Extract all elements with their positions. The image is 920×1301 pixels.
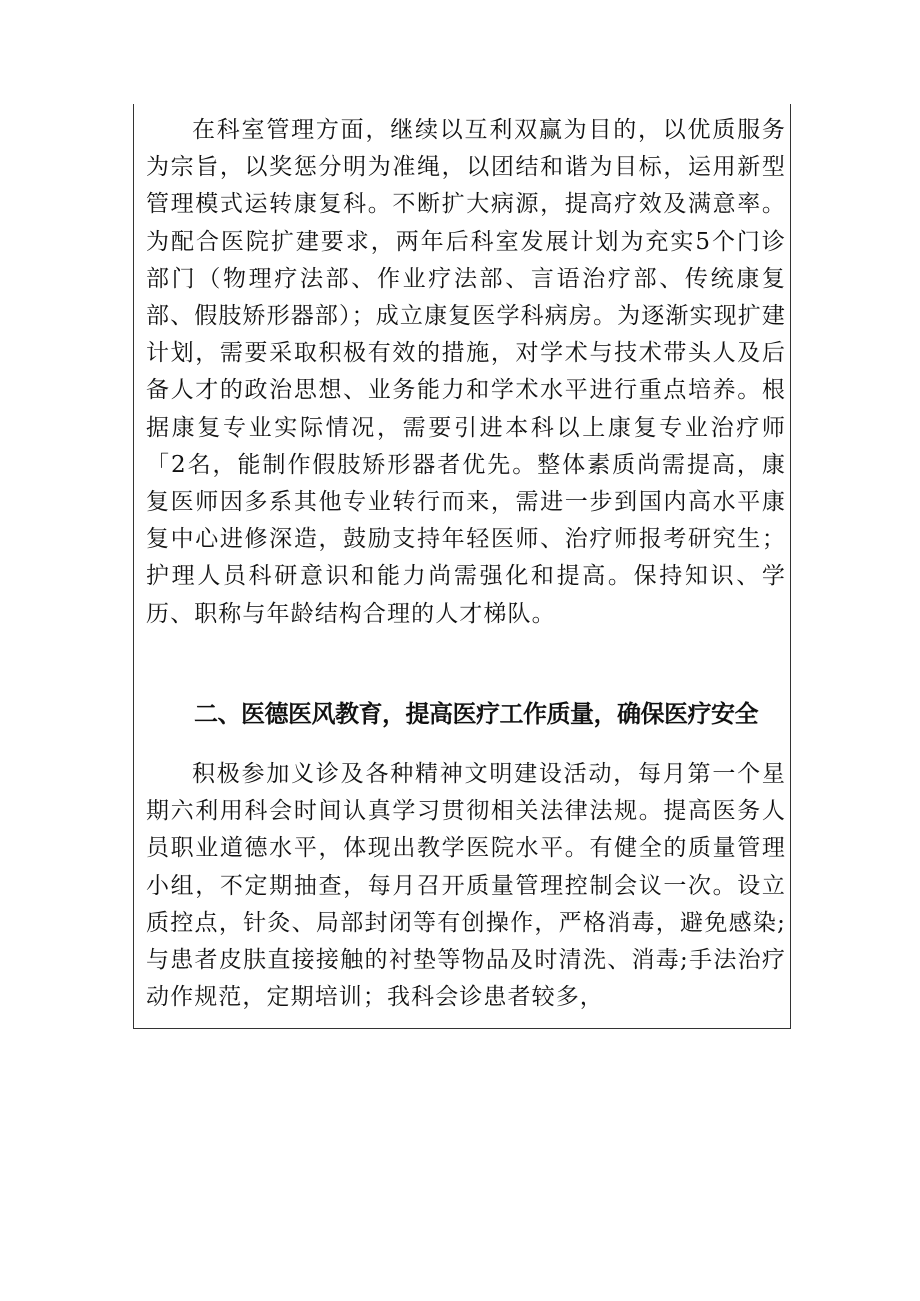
paragraph-department-management: 在科室管理方面，继续以互利双赢为目的，以优质服务为宗旨，以奖惩分明为准绳，以团结和谐为目标，运用新型管理模式运转康复科。不断扩大病源，提高疗效及满意率。为配合医院扩建要求，两年后科室发展计划为充实5个门诊部门（物理疗法部、作业疗法部、言语治疗部、传统康复部、假肢矫形器部）；成立康复医学科病房。为逐渐实现扩建计划，需要采取积极有效的措施，对学术与技术带头人及后备人才的政治思想、业务能力和学术水平进行重点培养。根据康复专业实际情况，需要引进本科以上康复专业治疗师「2名，能制作假肢矫形器者优先。整体素质尚需提高，康复医师因多系其他专业转行而来，需进一步到国内高水平康复中心进修深造，鼓励支持年轻医师、治疗师报考研究生；护理人员科研意识和能力尚需强化和提高。保持知识、学历、职称与年龄结构合理的人才梯队。 bbox=[146, 117, 786, 627]
table-cell-frame bbox=[133, 104, 791, 1029]
section-heading: 二、医德医风教育，提高医疗工作质量，确保医疗安全 bbox=[194, 700, 758, 728]
paragraph-medical-ethics: 积极参加义诊及各种精神文明建设活动，每月第一个星期六利用科会时间认真学习贯彻相关法律法规。提高医务人员职业道德水平，体现出教学医院水平。有健全的质量管理小组，不定期抽查，每月召开质量管理控制会议一次。设立质控点，针灸、局部封闭等有创操作，严格消毒，避免感染;与患者皮肤直接接触的衬垫等物品及时清洗、消毒;手法治疗动作规范，定期培训；我科会诊患者较多， bbox=[146, 761, 786, 1011]
